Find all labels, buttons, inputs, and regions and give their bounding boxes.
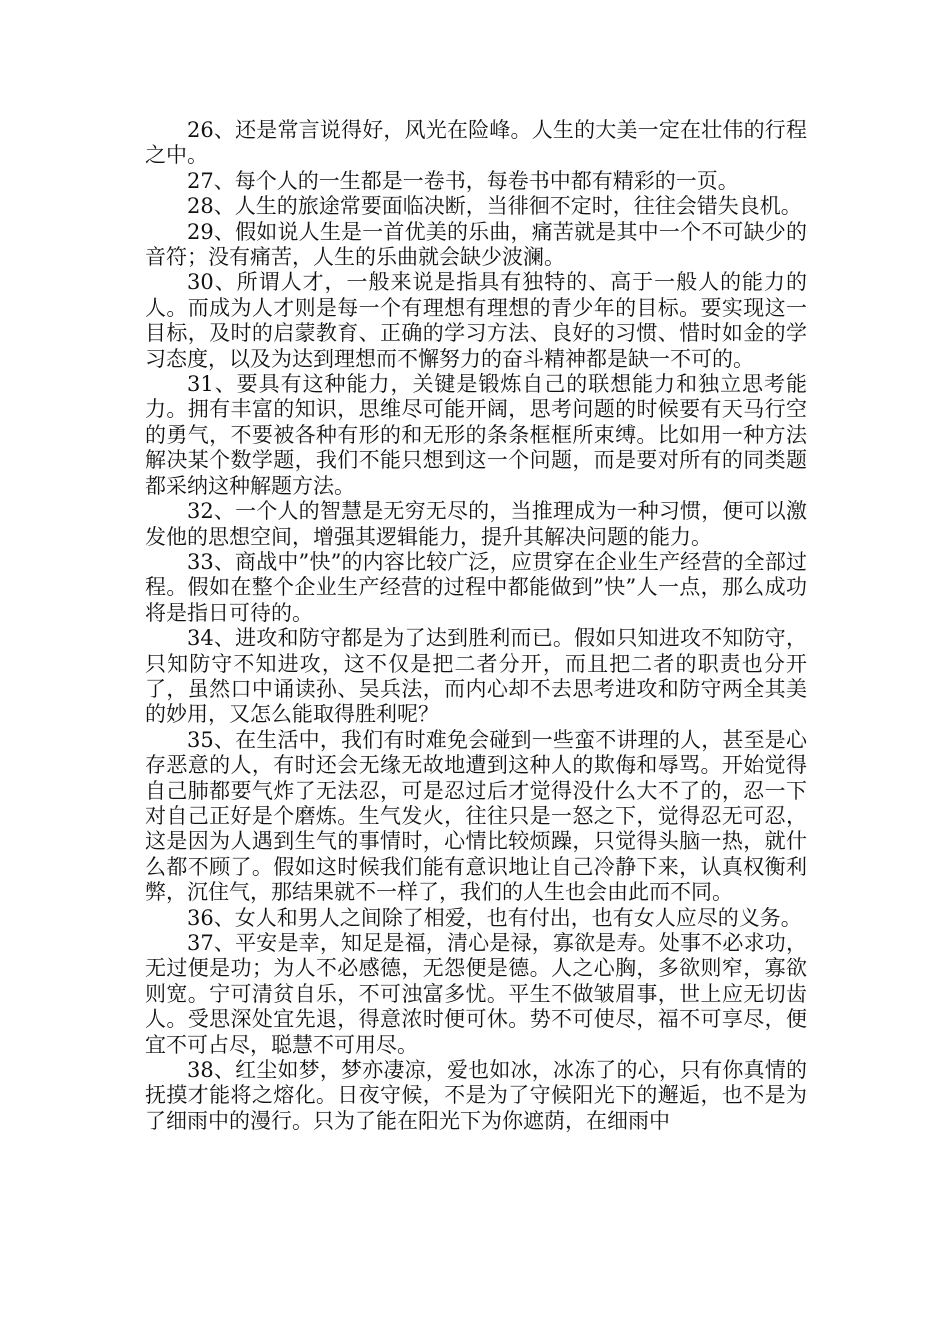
paragraph-37: 37、平安是幸，知足是福，清心是禄，寡欲是寿。处事不必求功，无过便是功；为人不必感德，无怨便是德。人之心胸，多欲则窄，寡欲则宽。宁可清贫自乐，不可浊富多忧。平生不做皱眉事，世上应无切齿人。受思深处宜先退，得意浓时便可休。势不可使尽，福不可享尽，便宜不可占尽，聪慧不可用尽。 bbox=[145, 931, 807, 1057]
paragraph-38: 38、红尘如梦，梦亦凄凉，爱也如冰，冰冻了的心，只有你真情的抚摸才能将之熔化。日夜守候，不是为了守候阳光下的邂逅，也不是为了细雨中的漫行。只为了能在阳光下为你遮荫，在细雨中 bbox=[145, 1058, 807, 1133]
paragraph-34: 34、进攻和防守都是为了达到胜利而已。假如只知进攻不知防守，只知防守不知进攻，这不仅是把二者分开，而且把二者的职责也分开了，虽然口中诵读孙、吴兵法，而内心却不去思考进攻和防守两全其美的妙用，又怎么能取得胜利呢？ bbox=[145, 626, 807, 727]
paragraph-32: 32、一个人的智慧是无穷无尽的，当推理成为一种习惯，便可以激发他的思想空间，增强其逻辑能力，提升其解决问题的能力。 bbox=[145, 499, 807, 549]
paragraph-28: 28、人生的旅途常要面临决断，当徘徊不定时，往往会错失良机。 bbox=[187, 194, 802, 219]
document-body bbox=[145, 118, 807, 1134]
paragraph-33: 33、商战中”快”的内容比较广泛，应贯穿在企业生产经营的全部过程。假如在整个企业生产经营的过程中都能做到”快”人一点，那么成功将是指日可待的。 bbox=[145, 549, 807, 625]
paragraph-36: 36、女人和男人之间除了相爱，也有付出，也有女人应尽的义务。 bbox=[187, 905, 802, 930]
paragraph-29: 29、假如说人生是一首优美的乐曲，痛苦就是其中一个不可缺少的音符；没有痛苦，人生的乐曲就会缺少波澜。 bbox=[145, 219, 807, 270]
paragraph-31: 31、要具有这种能力，关键是锻炼自己的联想能力和独立思考能力。拥有丰富的知识，思维尽可能开阔，思考问题的时候要有天马行空的勇气，不要被各种有形的和无形的条条框框所束缚。比如用一种方法解决某个数学题，我们不能只想到这一个问题，而是要对所有的同类题都采纳这种解题方法。 bbox=[145, 372, 807, 498]
paragraph-27: 27、每个人的一生都是一卷书，每卷书中都有精彩的一页。 bbox=[187, 168, 739, 193]
paragraph-35: 35、在生活中，我们有时难免会碰到一些蛮不讲理的人，甚至是心存恶意的人，有时还会无缘无故地遭到这种人的欺侮和辱骂。开始觉得自己肺都要气炸了无法忍，可是忍过后才觉得没什么大不了的，忍一下对自己正好是个磨炼。生气发火，往往只是一怒之下，觉得忍无可忍，这是因为人遇到生气的事情时，心情比较烦躁，只觉得头脑一热，就什么都不顾了。假如这时候我们能有意识地让自己冷静下来，认真权衡利弊，沉住气，那结果就不一样了，我们的人生也会由此而不同。 bbox=[145, 727, 807, 905]
paragraph-26: 26、还是常言说得好，风光在险峰。人生的大美一定在壮伟的行程之中。 bbox=[145, 118, 807, 168]
paragraph-30: 30、所谓人才，一般来说是指具有独特的、高于一般人的能力的人。而成为人才则是每一个有理想有理想的青少年的目标。要实现这一目标，及时的启蒙教育、正确的学习方法、良好的习惯、惜时如金的学习态度，以及为达到理想而不懈努力的奋斗精神都是缺一不可的。 bbox=[145, 270, 807, 371]
